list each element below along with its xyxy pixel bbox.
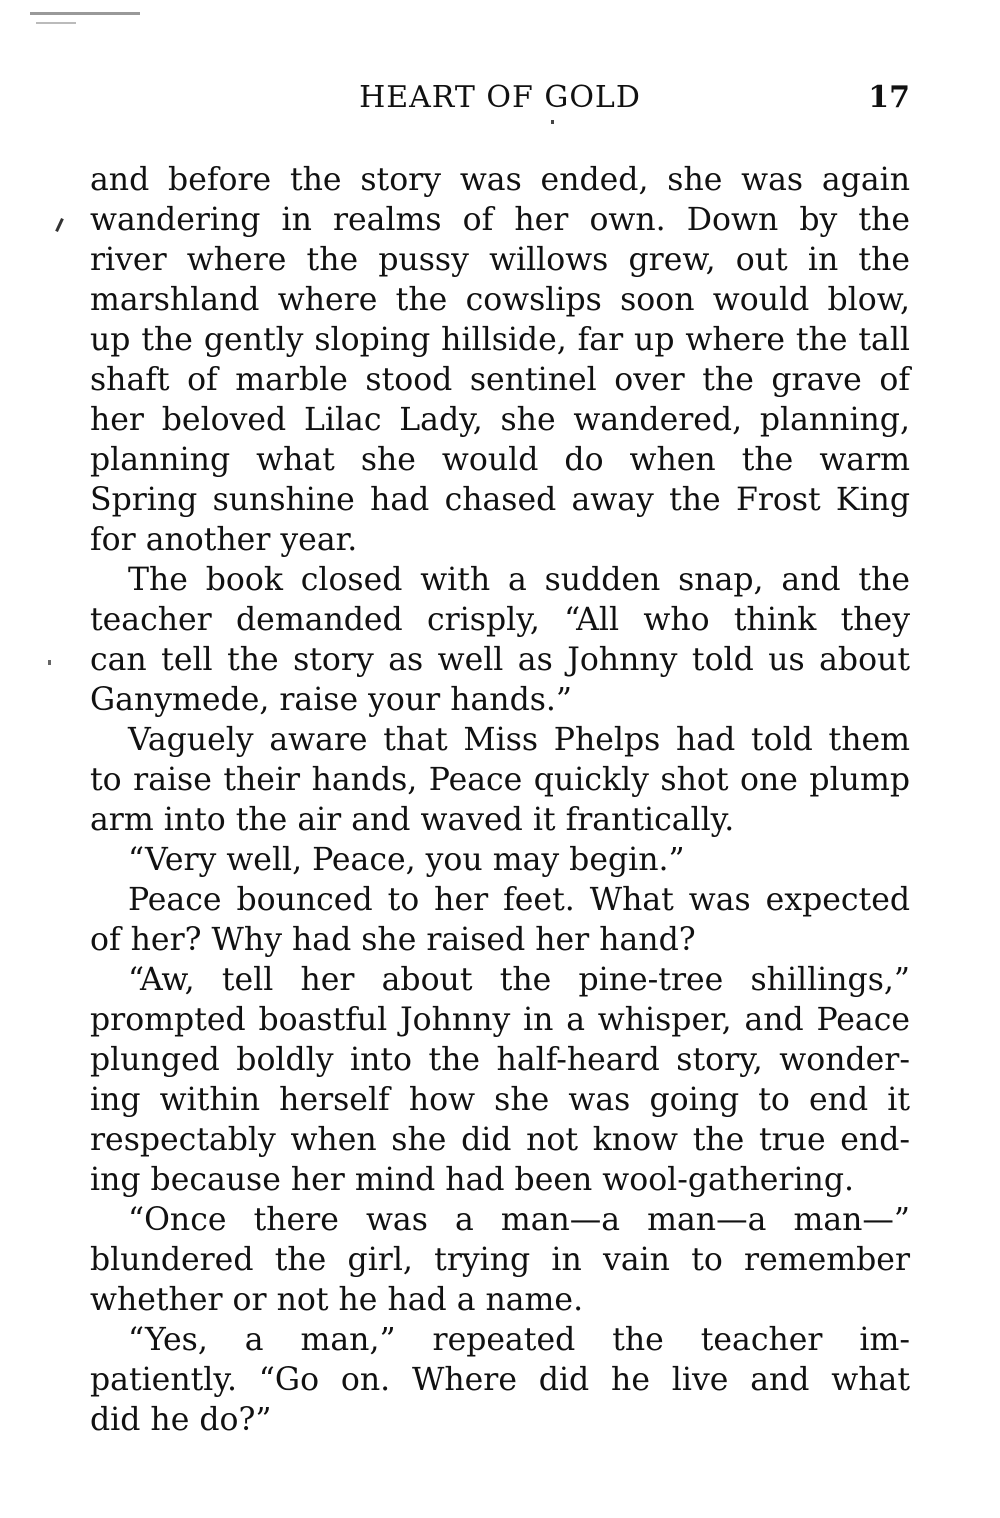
text-line: teacher demanded crisply, “All who think they bbox=[90, 602, 910, 638]
text-line: did he do?” bbox=[90, 1402, 272, 1438]
text-line: patiently. “Go on. Where did he live and what bbox=[90, 1362, 910, 1398]
text-line: plunged boldly into the half-heard story, wonder- bbox=[90, 1042, 910, 1078]
scan-speck bbox=[48, 660, 51, 665]
text-line: arm into the air and waved it frantically. bbox=[90, 802, 735, 838]
text-line: blundered the girl, trying in vain to remember bbox=[90, 1242, 910, 1278]
text-line: Ganymede, raise your hands.” bbox=[90, 682, 573, 718]
scan-speck bbox=[36, 22, 76, 24]
text-line: Peace bounced to her feet. What was expected bbox=[128, 882, 910, 918]
text-line: river where the pussy willows grew, out in the bbox=[90, 242, 910, 278]
text-line: wandering in realms of her own. Down by the bbox=[90, 202, 910, 238]
text-line: can tell the story as well as Johnny told us about bbox=[90, 642, 910, 678]
text-line: to raise their hands, Peace quickly shot one plump bbox=[90, 762, 910, 798]
text-line: whether or not he had a name. bbox=[90, 1282, 584, 1318]
text-line: Spring sunshine had chased away the Frost King bbox=[90, 482, 910, 518]
scan-speck bbox=[55, 218, 64, 232]
text-line: shaft of marble stood sentinel over the grave of bbox=[90, 362, 910, 398]
text-line: up the gently sloping hillside, far up where the tall bbox=[90, 322, 910, 358]
running-head bbox=[90, 78, 910, 118]
text-line: and before the story was ended, she was again bbox=[90, 162, 910, 198]
text-line: respectably when she did not know the true end- bbox=[90, 1122, 910, 1158]
text-line: Vaguely aware that Miss Phelps had told them bbox=[128, 722, 910, 758]
text-line: for another year. bbox=[90, 522, 358, 558]
text-line: The book closed with a sudden snap, and the bbox=[128, 562, 910, 598]
text-line: “Yes, a man,” repeated the teacher im- bbox=[128, 1322, 910, 1358]
text-line: her beloved Lilac Lady, she wandered, planning, bbox=[90, 402, 910, 438]
text-line: planning what she would do when the warm bbox=[90, 442, 910, 478]
text-line: of her? Why had she raised her hand? bbox=[90, 922, 696, 958]
running-title: HEART OF GOLD bbox=[359, 80, 641, 115]
scan-speck bbox=[551, 120, 554, 124]
scan-speck bbox=[30, 12, 140, 15]
page-number: 17 bbox=[868, 80, 910, 115]
text-line: “Aw, tell her about the pine-tree shillings,” bbox=[128, 962, 910, 998]
text-line: “Once there was a man—a man—a man—” bbox=[128, 1202, 910, 1238]
text-line: prompted boastful Johnny in a whisper, and Peace bbox=[90, 1002, 910, 1038]
text-line: “Very well, Peace, you may begin.” bbox=[128, 842, 685, 878]
text-line: ing within herself how she was going to end it bbox=[90, 1082, 910, 1118]
body-text bbox=[90, 160, 910, 1440]
text-line: marshland where the cowslips soon would blow, bbox=[90, 282, 910, 318]
text-line: ing because her mind had been wool-gathering. bbox=[90, 1162, 855, 1198]
